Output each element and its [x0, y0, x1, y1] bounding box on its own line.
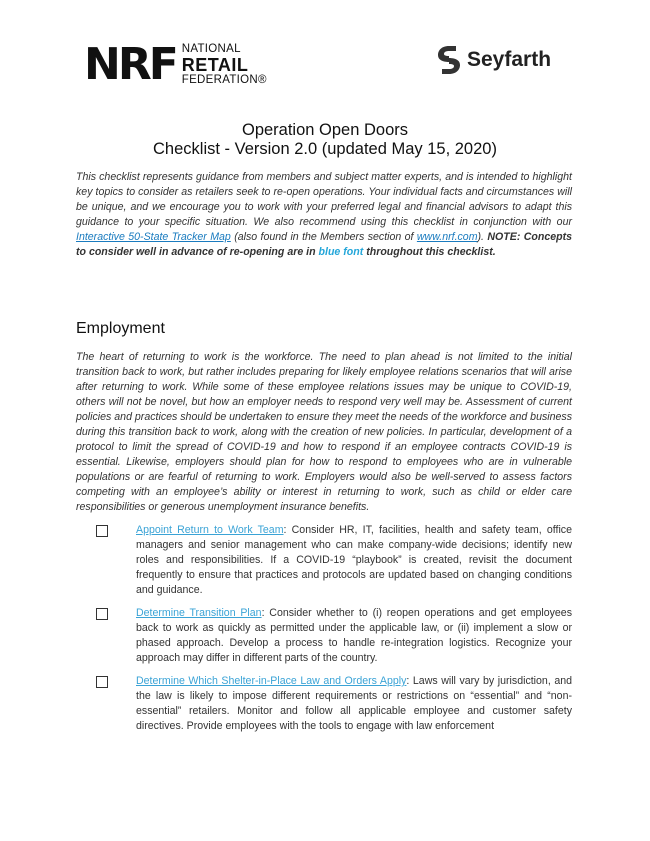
checkbox[interactable]: [96, 676, 108, 688]
intro-note-end: throughout this checklist.: [363, 246, 496, 258]
seyfarth-logo: [436, 45, 551, 75]
checklist-item-text: [136, 674, 572, 734]
checklist-item: [96, 674, 572, 734]
section-heading: Employment: [76, 320, 165, 337]
page-subtitle: Checklist - Version 2.0 (updated May 15, 2020): [153, 140, 497, 158]
nrf-website-link[interactable]: www.nrf.com: [416, 231, 478, 243]
intro-paragraph: [76, 170, 572, 260]
page-title: Operation Open Doors: [241, 121, 408, 139]
intro-text-3: ).: [477, 231, 488, 243]
intro-note-text: NOTE: Concepts to consider well in advance of re-opening are in: [76, 231, 572, 258]
checklist-item-text: [136, 606, 572, 666]
nrf-logo-mark: NRF: [84, 39, 176, 90]
checklist-item-link[interactable]: Determine Which Shelter-in-Place Law and Orders Apply: [136, 675, 407, 687]
checklist-item-desc: : Consider whether to (i) reopen operations and get employees back to work as quickly as permitted under the applicable law, or (ii) implement a slow or phased approach. Develop a process to handle re-integration logistics. Recognize your approach may differ in different parts of the country.: [136, 607, 572, 664]
checklist-item: [96, 523, 572, 598]
checkbox[interactable]: [96, 525, 108, 537]
nrf-logo: [84, 39, 267, 90]
nrf-logo-wordmark: [182, 44, 267, 86]
intro-text: This checklist represents guidance from members and subject matter experts, and is intended to highlight key topics to consider as retailers seek to re-open operations. Your individual facts and circumstances will be unique, and we encourage you to work with your preferred legal and financial advisors to adapt this guidance to your specific situation. We also recommend using this checklist in conjunction with our: [76, 171, 572, 228]
intro-text-2: (also found in the Members section of: [230, 231, 417, 243]
intro-note-blue: blue font: [318, 246, 364, 258]
tracker-map-link[interactable]: Interactive 50-State Tracker Map: [76, 231, 231, 243]
section-body: The heart of returning to work is the workforce. The need to plan ahead is not limited to the initial transition back to work, but rather includes preparing for likely employee relations scenarios that will arise after returning to work. While some of these employee relations issues may be unique to COVID-19, others will not be novel, but how an employer needs to respond very well may be. Assessment of current policies and practices should be undertaken to ensure they meet the needs of the workforce and business during this transition back to work, along with the creation of new policies. In particular, development of a protocol to limit the spread of COVID-19 and how to respond if an employee contracts COVID-19 is essential. Likewise, employers should plan for how to respond to employees who are in vulnerable populations or are fearful of returning to work. Employers would also be well-served to assess factors competing with an employee’s ability or interest in returning to work, such as child or elder care responsibilities or generous unemployment insurance benefits.: [76, 351, 572, 513]
nrf-logo-line2: RETAIL: [181, 54, 249, 75]
seyfarth-logo-text: Seyfarth: [467, 48, 552, 71]
seyfarth-logo-icon: [436, 45, 462, 75]
checklist-item-link[interactable]: Appoint Return to Work Team: [136, 524, 284, 536]
nrf-logo-line3: FEDERATION®: [181, 73, 267, 86]
checklist-item-text: [136, 523, 572, 598]
checklist-item: [96, 606, 572, 666]
checklist-item-link[interactable]: Determine Transition Plan: [136, 607, 262, 619]
nrf-logo-line1: NATIONAL: [181, 43, 241, 55]
checklist: [96, 523, 572, 742]
checkbox[interactable]: [96, 608, 108, 620]
checklist-item-desc: : Laws will vary by jurisdiction, and the law is likely to impose different requirements or restrictions on “essential” and “non-essential” retailers. Monitor and follow all applicable employee and customer safety directives. Provide employees with the tools to engage with law enforcement: [136, 675, 572, 732]
checklist-item-desc: : Consider HR, IT, facilities, health and safety team, office managers and senior management who can make company-wide decisions; identify new roles and responsibilities. If a COVID-19 “playbook” is created, revisit the document frequently to ensure that practices and protocols are updated based on changing conditions and guidance.: [136, 524, 572, 596]
